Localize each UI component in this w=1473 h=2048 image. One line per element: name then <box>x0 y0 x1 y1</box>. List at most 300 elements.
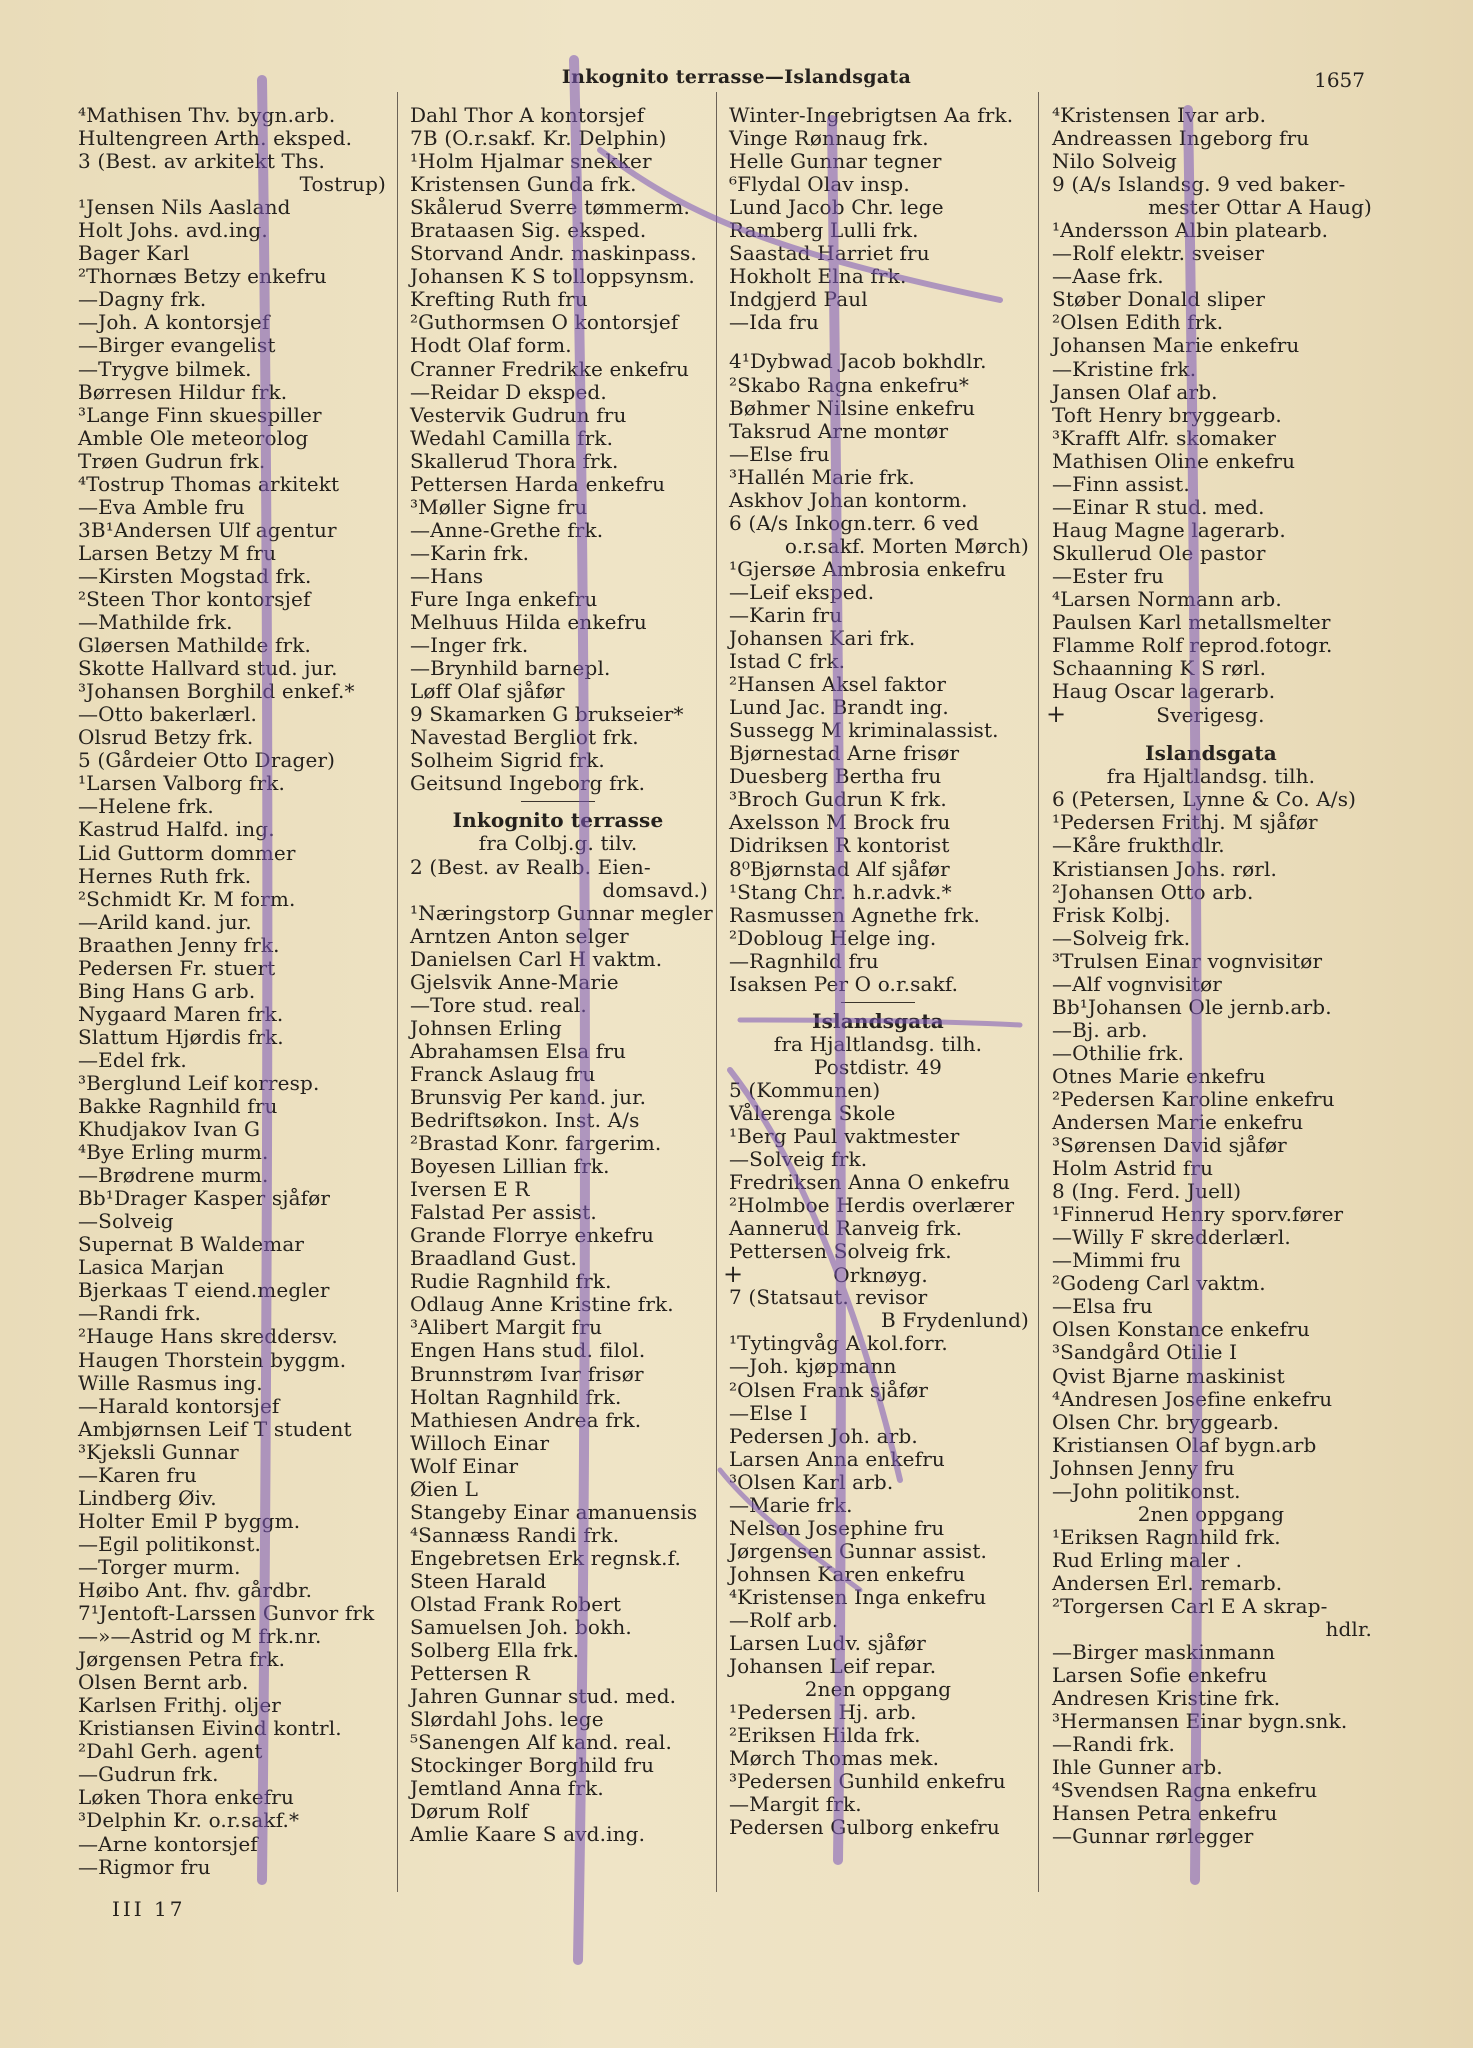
directory-entry: ¹Gjersøe Ambrosia enkefru <box>729 556 1007 581</box>
directory-entry: ⁵Sanengen Alf kand. real. <box>410 1730 672 1755</box>
directory-column-4 <box>1046 104 1376 1849</box>
directory-entry: 7¹Jentoft-Larssen Gunvor frk <box>78 1601 375 1626</box>
directory-entry: —Rolf elektr. sveiser <box>1052 241 1265 266</box>
directory-entry: ⁴Sannæss Randi frk. <box>410 1522 620 1547</box>
directory-entry: —Ester fru <box>1052 563 1164 588</box>
directory-entry: ²Olsen Edith frk. <box>1052 310 1224 335</box>
directory-entry: Fure Inga enkefru <box>410 586 598 611</box>
directory-entry: ³Krafft Alfr. skomaker <box>1052 425 1277 450</box>
directory-entry: Haugen Thorstein byggm. <box>78 1347 347 1372</box>
directory-entry: ³Møller Signe fru <box>410 494 588 519</box>
directory-entry: Indgjerd Paul <box>729 287 868 312</box>
directory-entry: —Anne-Grethe frk. <box>410 517 604 542</box>
directory-entry: —Brynhild barnepl. <box>410 656 611 681</box>
directory-entry: —Elsa fru <box>1052 1294 1153 1319</box>
footer-signature: III 17 <box>112 1897 186 1921</box>
plus-marker-icon: + <box>1046 700 1067 729</box>
directory-entry: Bedriftsøkon. Inst. A/s <box>410 1108 640 1133</box>
directory-entry: Holter Emil P byggm. <box>78 1508 301 1533</box>
directory-entry: Johansen Marie enkefru <box>1052 333 1300 358</box>
directory-entry: Otnes Marie enkefru <box>1052 1063 1266 1088</box>
directory-entry: Holt Johs. avd.ing. <box>78 218 268 243</box>
directory-entry: ³Hermansen Einar bygn.snk. <box>1052 1709 1348 1734</box>
directory-entry: Rudie Ragnhild frk. <box>410 1269 612 1294</box>
directory-entry: ⁴Kristensen Inga enkefru <box>729 1584 987 1609</box>
directory-entry: —Marie frk. <box>729 1492 853 1517</box>
directory-entry: Wedahl Camilla frk. <box>410 425 614 450</box>
directory-entry: ¹Andersson Albin platearb. <box>1052 218 1329 243</box>
directory-entry: —Randi frk. <box>78 1301 201 1326</box>
directory-entry: Skålerud Sverre tømmerm. <box>410 195 691 220</box>
directory-entry: Nelson Josephine fru <box>729 1515 945 1540</box>
entry-continuation: o.r.sakf. Morten Mørch) <box>784 533 1029 558</box>
directory-entry: Karlsen Frithj. oljer <box>78 1693 282 1718</box>
directory-entry: —Bj. arb. <box>1052 1017 1148 1042</box>
directory-entry: ³Olsen Karl arb. <box>729 1469 894 1494</box>
directory-entry: Olsen Chr. bryggearb. <box>1052 1409 1280 1434</box>
directory-entry: —Torger murm. <box>78 1554 241 1579</box>
directory-entry: Pedersen Joh. arb. <box>729 1423 918 1448</box>
directory-entry: 8 (Ing. Ferd. Juell) <box>1052 1179 1242 1204</box>
cross-street-label: Orknøyg. <box>833 1263 928 1288</box>
section-subheading: fra Hjaltlandsg. tilh. <box>773 1031 983 1056</box>
directory-entry: —Margit frk. <box>729 1792 862 1817</box>
directory-entry: Melhuus Hilda enkefru <box>410 610 647 635</box>
directory-entry: Isaksen Per O o.r.sakf. <box>729 971 959 996</box>
directory-entry: Johnsen Karen enkefru <box>729 1561 966 1586</box>
spacer <box>723 334 1033 350</box>
directory-entry: Lasica Marjan <box>78 1255 225 1280</box>
directory-entry: Andreassen Ingeborg fru <box>1052 126 1310 151</box>
spacer <box>1046 726 1376 742</box>
directory-entry: Fredriksen Anna O enkefru <box>729 1170 1010 1195</box>
directory-entry: Brunsvig Per kand. jur. <box>410 1084 647 1109</box>
directory-entry: ⁴Mathisen Thv. bygn.arb. <box>78 103 336 127</box>
directory-entry: Johansen Kari frk. <box>729 626 916 651</box>
directory-entry: ¹Finnerud Henry sporv.fører <box>1052 1202 1344 1227</box>
directory-entry: Haug Magne lagerarb. <box>1052 517 1286 542</box>
directory-entry: Didriksen R kontorist <box>729 833 950 858</box>
directory-entry: —Else fru <box>729 441 830 466</box>
directory-entry: ³Lange Finn skuespiller <box>78 402 322 427</box>
directory-entry: Mathisen Oline enkefru <box>1052 448 1296 473</box>
directory-entry: Boyesen Lillian frk. <box>410 1154 610 1179</box>
directory-entry: —»—Astrid og M frk.nr. <box>78 1624 322 1649</box>
directory-entry: Bb¹Johansen Ole jernb.arb. <box>1052 994 1332 1019</box>
directory-entry: Engebretsen Erk regnsk.f. <box>410 1545 681 1570</box>
directory-entry: Gløersen Mathilde frk. <box>78 633 311 658</box>
directory-entry: ²Hauge Hans skreddersv. <box>78 1324 338 1349</box>
directory-entry: —Ida fru <box>729 310 820 335</box>
directory-entry: ¹Larsen Valborg frk. <box>78 771 286 796</box>
directory-entry: Børresen Hildur frk. <box>78 379 288 404</box>
directory-entry: —Joh. kjøpmann <box>729 1354 897 1379</box>
directory-entry: ³Berglund Leif korresp. <box>78 1070 320 1095</box>
directory-entry: ²Olsen Frank sjåfør <box>729 1377 929 1402</box>
directory-entry: ²Johansen Otto arb. <box>1052 879 1254 904</box>
directory-entry: —Helene frk. <box>78 794 214 819</box>
directory-entry: ¹Stang Chr. h.r.advk.* <box>729 879 952 904</box>
directory-entry: Pettersen Solveig frk. <box>729 1239 952 1264</box>
directory-entry: Andersen Erl. remarb. <box>1052 1570 1283 1595</box>
directory-entry: —Randi frk. <box>1052 1732 1175 1757</box>
directory-entry: ²Pedersen Karoline enkefru <box>1052 1086 1335 1111</box>
directory-entry: —Brødrene murm. <box>78 1163 269 1188</box>
directory-entry: Pedersen Gulborg enkefru <box>729 1815 1000 1840</box>
directory-entry: Lund Jacob Chr. lege <box>729 195 944 220</box>
cross-street-marker <box>1046 700 1376 729</box>
directory-entry: Vinge Rønnaug frk. <box>729 126 929 151</box>
plus-marker-icon: + <box>723 1260 744 1289</box>
directory-entry: —Eva Amble fru <box>78 494 245 519</box>
directory-entry: Nygaard Maren frk. <box>78 1001 284 1026</box>
directory-entry: ⁴Tostrup Thomas arkitekt <box>78 471 340 496</box>
column-divider <box>716 92 717 1892</box>
directory-entry: Holm Astrid fru <box>1052 1156 1214 1181</box>
directory-entry: Qvist Bjarne maskinist <box>1052 1363 1285 1388</box>
column-divider <box>1038 92 1039 1892</box>
directory-entry: —Kirsten Mogstad frk. <box>78 563 312 588</box>
directory-entry: ⁴Andresen Josefine enkefru <box>1052 1386 1333 1411</box>
directory-entry: Kristiansen Eivind kontrl. <box>78 1716 342 1741</box>
directory-entry: Flamme Rolf reprod.fotogr. <box>1052 633 1333 658</box>
directory-entry: Hokholt Elna frk. <box>729 264 907 289</box>
directory-entry: ²Schmidt Kr. M form. <box>78 886 296 911</box>
directory-entry: Hodt Olaf form. <box>410 333 572 358</box>
directory-entry: Frisk Kolbj. <box>1052 902 1171 927</box>
directory-entry: ¹Jensen Nils Aasland <box>78 195 291 220</box>
cross-street-label: Sverigesg. <box>1156 703 1265 728</box>
directory-entry: Braadland Gust. <box>410 1246 578 1271</box>
directory-entry: Bjerkaas T eiend.megler <box>78 1278 330 1303</box>
directory-entry: Dørum Rolf <box>410 1799 529 1824</box>
directory-entry: ¹Tytingvåg A kol.forr. <box>729 1331 948 1356</box>
section-heading: Islandsgata <box>1145 741 1277 766</box>
directory-entry: ²Godeng Carl vaktm. <box>1052 1271 1266 1296</box>
directory-entry: Larsen Ludv. sjåfør <box>729 1631 926 1656</box>
directory-entry: ³Kjeksli Gunnar <box>78 1439 239 1464</box>
entry-continuation: Tostrup) <box>299 172 386 197</box>
directory-entry: ¹Næringstorp Gunnar megler <box>410 900 713 925</box>
directory-entry: Jansen Olaf arb. <box>1052 379 1218 404</box>
directory-entry: 2 (Best. av Realb. Eien- <box>410 854 651 879</box>
directory-entry: —Solveig <box>78 1209 174 1234</box>
directory-entry: Skullerud Ole pastor <box>1052 540 1266 565</box>
directory-entry: Bakke Ragnhild fru <box>78 1094 278 1119</box>
directory-entry: Hultengreen Arth. eksped. <box>78 126 353 151</box>
directory-entry: ¹Pedersen Frithj. M sjåfør <box>1052 810 1318 835</box>
directory-entry: —Leif eksped. <box>729 579 875 604</box>
directory-entry: Andersen Marie enkefru <box>1052 1110 1304 1135</box>
directory-entry: Istad C frk. <box>729 649 846 674</box>
directory-entry: 4¹Dybwad Jacob bokhdlr. <box>729 349 987 374</box>
directory-entry: Jemtland Anna frk. <box>410 1776 604 1801</box>
directory-entry: Steen Harald <box>410 1568 547 1593</box>
directory-entry: ⁴Bye Erling murm. <box>78 1140 269 1165</box>
directory-entry: Rasmussen Agnethe frk. <box>729 902 980 927</box>
directory-entry: Lindberg Øiv. <box>78 1485 217 1510</box>
directory-entry: —Solveig frk. <box>729 1147 868 1172</box>
directory-entry: ²Hansen Aksel faktor <box>729 672 947 697</box>
directory-entry: Schaanning K S rørl. <box>1052 656 1267 681</box>
directory-entry: Taksrud Arne montør <box>729 418 949 443</box>
directory-entry: ³Sandgård Otilie I <box>1052 1340 1238 1365</box>
directory-entry: Støber Donald sliper <box>1052 287 1266 312</box>
directory-entry: —Ragnhild fru <box>729 948 879 973</box>
directory-entry: Pedersen Fr. stuert <box>78 955 276 980</box>
directory-entry: ¹Pedersen Hj. arb. <box>729 1700 917 1725</box>
section-subheading: 2nen oppgang <box>1137 1501 1285 1526</box>
column-divider <box>397 92 398 1892</box>
entry-continuation: B Frydenlund) <box>880 1308 1029 1333</box>
directory-entry: ²Brastad Konr. fargerim. <box>410 1131 662 1156</box>
directory-entry: Ramberg Lulli frk. <box>729 218 919 243</box>
directory-entry: Storvand Andr. maskinpass. <box>410 241 697 266</box>
directory-entry: ³Johansen Borghild enkef.* <box>78 679 355 704</box>
directory-entry: Odlaug Anne Kristine frk. <box>410 1292 674 1317</box>
directory-entry: Jahren Gunnar stud. med. <box>410 1684 677 1709</box>
directory-entry: Olsrud Betzy frk. <box>78 725 254 750</box>
directory-entry: 6 (A/s Inkogn.terr. 6 ved <box>729 510 979 535</box>
directory-entry: Navestad Bergliot frk. <box>410 725 639 750</box>
directory-entry: —Alf vognvisitør <box>1052 971 1223 996</box>
directory-entry: —Einar R stud. med. <box>1052 494 1265 519</box>
directory-entry: —Harald kontorsjef <box>78 1393 280 1418</box>
directory-entry: —Dagny frk. <box>78 287 207 312</box>
directory-entry: Kristiansen Johs. rørl. <box>1052 856 1278 881</box>
directory-entry: Johansen Leif repar. <box>729 1654 937 1679</box>
directory-entry: Lid Guttorm dommer <box>78 840 296 865</box>
directory-entry: —Rigmor fru <box>78 1854 211 1879</box>
directory-entry: Slørdahl Johs. lege <box>410 1707 604 1732</box>
directory-entry: Øien L <box>410 1476 479 1501</box>
directory-entry: 5 (Gårdeier Otto Drager) <box>78 748 336 773</box>
directory-column-2 <box>404 104 712 1847</box>
directory-entry: Braathen Jenny frk. <box>78 932 280 957</box>
directory-entry: —Hans <box>410 563 484 588</box>
directory-entry: ¹Holm Hjalmar snekker <box>410 149 652 174</box>
directory-entry: Bing Hans G arb. <box>78 978 256 1003</box>
directory-entry: —Egil politikonst. <box>78 1531 262 1556</box>
directory-entry: Stangeby Einar amanuensis <box>410 1499 698 1524</box>
section-subheading: fra Colbj.g. tilv. <box>478 831 638 856</box>
directory-entry: Danielsen Carl H vaktm. <box>410 946 663 971</box>
directory-entry: Lund Jac. Brandt ing. <box>729 695 949 720</box>
directory-entry: Jørgensen Petra frk. <box>78 1647 286 1672</box>
directory-entry: Falstad Per assist. <box>410 1200 597 1225</box>
directory-entry: Holtan Ragnhild frk. <box>410 1384 622 1409</box>
directory-entry: Slattum Hjørdis frk. <box>78 1024 284 1049</box>
directory-entry: Hansen Petra enkefru <box>1052 1801 1278 1826</box>
section-subheading: fra Hjaltlandsg. tilh. <box>1106 764 1316 789</box>
directory-entry: Axelsson M Brock fru <box>729 810 951 835</box>
directory-entry: Wolf Einar <box>410 1453 519 1478</box>
directory-entry: 7B (O.r.sakf. Kr. Delphin) <box>410 126 667 151</box>
directory-entry: ³Sørensen David sjåfør <box>1052 1133 1287 1158</box>
directory-entry: Solheim Sigrid frk. <box>410 748 605 773</box>
directory-entry: Løken Thora enkefru <box>78 1785 294 1810</box>
directory-entry: 9 Skamarken G brukseier* <box>410 702 684 727</box>
directory-entry: Mørch Thomas mek. <box>729 1746 940 1771</box>
directory-entry: Cranner Fredrikke enkefru <box>410 356 690 381</box>
directory-entry: —Edel frk. <box>78 1047 187 1072</box>
directory-entry: Willoch Einar <box>410 1430 550 1455</box>
directory-entry: 7 (Statsaut. revisor <box>729 1285 928 1310</box>
directory-entry: —Finn assist. <box>1052 471 1190 496</box>
directory-entry: Johnsen Erling <box>410 1015 562 1040</box>
directory-entry: Høibo Ant. fhv. gårdbr. <box>78 1578 313 1602</box>
directory-entry: ⁴Svendsen Ragna enkefru <box>1052 1778 1318 1803</box>
directory-entry: ²Steen Thor kontorsjef <box>78 586 311 611</box>
directory-entry: ⁶Flydal Olav insp. <box>729 172 910 197</box>
directory-entry: Johansen K S tolloppsynsm. <box>410 264 695 289</box>
directory-entry: Duesberg Bertha fru <box>729 764 942 789</box>
directory-entry: —Karin fru <box>729 602 843 627</box>
directory-entry: ³Trulsen Einar vognvisitør <box>1052 948 1323 973</box>
directory-entry: ²Dahl Gerh. agent <box>78 1739 263 1764</box>
section-heading: Islandsgata <box>812 1008 944 1033</box>
directory-entry: Brunnstrøm Ivar frisør <box>410 1361 644 1386</box>
directory-entry: ²Holmboe Herdis overlærer <box>729 1193 1015 1218</box>
directory-entry: Toft Henry bryggearb. <box>1052 402 1282 427</box>
directory-entry: —Else I <box>729 1400 808 1425</box>
directory-entry: Løff Olaf sjåfør <box>410 679 565 704</box>
directory-entry: Mathiesen Andrea frk. <box>410 1407 642 1432</box>
directory-entry: ²Guthormsen O kontorsjef <box>410 310 679 335</box>
directory-entry: Geitsund Ingeborg frk. <box>410 771 646 796</box>
entry-continuation: domsavd.) <box>602 877 708 902</box>
directory-entry: Kristiansen Olaf bygn.arb <box>1052 1432 1317 1457</box>
directory-entry: ³Hallén Marie frk. <box>729 464 915 489</box>
directory-entry: Johnsen Jenny fru <box>1052 1455 1235 1480</box>
directory-entry: —Aase frk. <box>1052 264 1164 289</box>
directory-entry: Bøhmer Nilsine enkefru <box>729 395 976 420</box>
page-number: 1657 <box>1314 68 1365 92</box>
directory-entry: Hernes Ruth frk. <box>78 863 252 888</box>
directory-entry: Haug Oscar lagerarb. <box>1052 679 1276 704</box>
directory-entry: Skotte Hallvard stud. jur. <box>78 656 338 681</box>
directory-entry: Amble Ole meteorolog <box>78 425 309 450</box>
directory-entry: Winter-Ingebrigtsen Aa frk. <box>729 103 1014 127</box>
directory-entry: Engen Hans stud. filol. <box>410 1338 646 1363</box>
directory-entry: —Arne kontorsjef <box>78 1831 258 1856</box>
directory-entry: —Birger evangelist <box>78 333 276 358</box>
directory-entry: Arntzen Anton selger <box>410 923 629 948</box>
directory-entry: Brataasen Sig. eksped. <box>410 218 647 243</box>
directory-entry: Kristensen Gunda frk. <box>410 172 637 197</box>
directory-entry: Bager Karl <box>78 241 190 266</box>
directory-entry: —Trygve bilmek. <box>78 356 252 381</box>
directory-entry: Kastrud Halfd. ing. <box>78 817 275 842</box>
section-subheading: 2nen oppgang <box>804 1677 952 1702</box>
directory-entry: ²Dobloug Helge ing. <box>729 925 937 950</box>
directory-entry: Amlie Kaare S avd.ing. <box>410 1822 646 1847</box>
directory-entry: 3B¹Andersen Ulf agentur <box>78 517 337 542</box>
directory-entry: Iversen E R <box>410 1177 530 1202</box>
directory-entry: Solberg Ella frk. <box>410 1638 580 1663</box>
directory-entry: ³Alibert Margit fru <box>410 1315 603 1340</box>
directory-entry: —Mimmi fru <box>1052 1248 1181 1273</box>
directory-entry: 6 (Petersen, Lynne & Co. A/s) <box>1052 787 1357 812</box>
directory-entry: Askhov Johan kontorm. <box>729 487 968 512</box>
directory-entry: Bjørnestad Arne frisør <box>729 741 960 766</box>
section-rule <box>723 996 1033 1010</box>
directory-entry: —Tore stud. real. <box>410 992 587 1017</box>
directory-entry: —Arild kand. jur. <box>78 909 252 934</box>
directory-entry: Larsen Betzy M fru <box>78 540 277 565</box>
directory-column-1 <box>72 104 390 1879</box>
directory-entry: Bb¹Drager Kasper sjåfør <box>78 1186 331 1211</box>
directory-entry: —Willy F skredderlærl. <box>1052 1225 1291 1250</box>
directory-entry: Aannerud Ranveig frk. <box>729 1216 963 1241</box>
directory-entry: Wille Rasmus ing. <box>78 1370 263 1395</box>
directory-entry: —Inger frk. <box>410 633 529 658</box>
directory-entry: Pettersen R <box>410 1661 530 1686</box>
directory-entry: ²Thornæs Betzy enkefru <box>78 264 327 289</box>
directory-entry: —Gudrun frk. <box>78 1762 219 1787</box>
directory-entry: Abrahamsen Elsa fru <box>410 1038 627 1063</box>
directory-entry: Dahl Thor A kontorsjef <box>410 103 645 127</box>
directory-entry: ³Broch Gudrun K frk. <box>729 787 947 812</box>
directory-entry: Stockinger Borghild fru <box>410 1753 655 1778</box>
directory-entry: Gjelsvik Anne-Marie <box>410 969 619 994</box>
directory-entry: Olsen Konstance enkefru <box>1052 1317 1310 1342</box>
directory-entry: ²Eriksen Hilda frk. <box>729 1723 921 1748</box>
directory-entry: —John politikonst. <box>1052 1478 1241 1503</box>
section-subheading: Postdistr. 49 <box>814 1054 942 1079</box>
section-heading: Inkognito terrasse <box>452 808 664 833</box>
directory-entry: Helle Gunnar tegner <box>729 149 942 174</box>
directory-entry: ²Torgersen Carl E A skrap- <box>1052 1594 1328 1618</box>
entry-continuation: mester Ottar A Haug) <box>1148 195 1372 220</box>
directory-entry: ³Pedersen Gunhild enkefru <box>729 1769 1006 1794</box>
directory-entry: Olsen Bernt arb. <box>78 1670 249 1695</box>
directory-column-3 <box>723 104 1033 1839</box>
directory-entry: 3 (Best. av arkitekt Ths. <box>78 149 325 174</box>
directory-entry: 5 (Kommunen) <box>729 1077 881 1102</box>
directory-entry: —Kåre frukthdlr. <box>1052 833 1225 858</box>
directory-entry: Saastad Harriet fru <box>729 241 930 266</box>
directory-entry: —Karin frk. <box>410 540 530 565</box>
directory-entry: —Karen fru <box>78 1462 197 1487</box>
directory-entry: —Kristine frk. <box>1052 356 1197 381</box>
directory-entry: 8⁰Bjørnstad Alf sjåfør <box>729 856 950 881</box>
directory-entry: Larsen Anna enkefru <box>729 1446 945 1471</box>
directory-entry: ¹Eriksen Ragnhild frk. <box>1052 1524 1281 1549</box>
directory-entry: ¹Berg Paul vaktmester <box>729 1124 960 1149</box>
directory-entry: Pettersen Harda enkefru <box>410 471 666 496</box>
directory-entry: ²Skabo Ragna enkefru* <box>729 372 970 397</box>
directory-entry: 9 (A/s Islandsg. 9 ved baker- <box>1052 172 1346 197</box>
directory-entry: Krefting Ruth fru <box>410 287 588 312</box>
directory-entry: Larsen Sofie enkefru <box>1052 1663 1268 1688</box>
directory-entry: Rud Erling maler . <box>1052 1547 1243 1572</box>
directory-entry: —Birger maskinmann <box>1052 1640 1276 1665</box>
entry-continuation: hdlr. <box>1325 1617 1372 1642</box>
directory-entry: —Solveig frk. <box>1052 925 1191 950</box>
directory-entry: Skallerud Thora frk. <box>410 448 619 473</box>
directory-entry: Ambjørnsen Leif T student <box>78 1416 352 1441</box>
directory-entry: Vålerenga Skole <box>729 1100 896 1125</box>
directory-entry: Trøen Gudrun frk. <box>78 448 266 473</box>
directory-entry: Nilo Solveig <box>1052 149 1177 174</box>
directory-entry: —Gunnar rørlegger <box>1052 1824 1254 1849</box>
cross-street-marker <box>723 1260 1033 1289</box>
directory-entry: Jørgensen Gunnar assist. <box>729 1538 988 1563</box>
directory-entry: —Joh. A kontorsjef <box>78 310 270 335</box>
directory-entry: Andresen Kristine frk. <box>1052 1686 1281 1711</box>
directory-entry: Grande Florrye enkefru <box>410 1223 655 1248</box>
